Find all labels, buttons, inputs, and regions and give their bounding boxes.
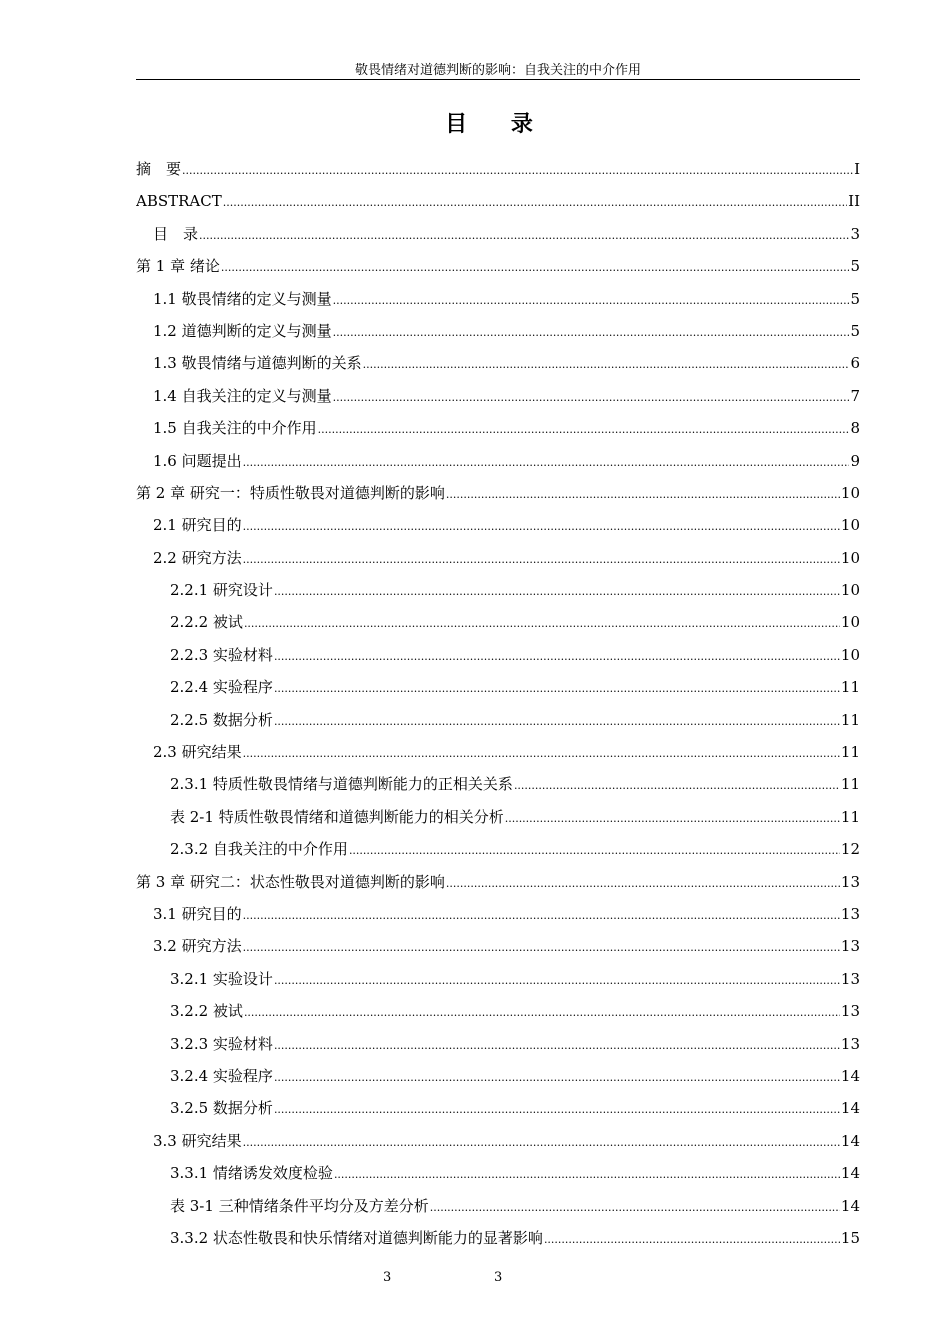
toc-entry[interactable] bbox=[136, 412, 860, 444]
toc-entry-page-number: 5 bbox=[850, 321, 860, 340]
toc-entry-page-number: 6 bbox=[850, 354, 860, 373]
toc-entry-label: 第 1 章 绪论 bbox=[136, 257, 220, 276]
toc-dot-leader bbox=[505, 803, 840, 833]
toc-entry-label: 2.3.2 自我关注的中介作用 bbox=[170, 840, 348, 859]
footer-page-number: 3 bbox=[383, 1270, 392, 1285]
toc-entry[interactable] bbox=[136, 574, 860, 606]
toc-entry-label: 第 3 章 研究二：状态性敬畏对道德判断的影响 bbox=[136, 872, 445, 891]
toc-dot-leader bbox=[221, 252, 850, 282]
toc-entry-page-number: 13 bbox=[840, 937, 860, 956]
toc-entry[interactable] bbox=[136, 477, 860, 509]
toc-entry-label: 3.2.4 实验程序 bbox=[170, 1066, 273, 1085]
toc-entry-page-number: 7 bbox=[850, 386, 860, 405]
toc-entry-label: 3.2.5 数据分析 bbox=[170, 1099, 273, 1118]
toc-entry-page-number: 13 bbox=[840, 872, 860, 891]
toc-dot-leader bbox=[334, 1159, 840, 1189]
toc-entry-page-number: 10 bbox=[840, 645, 860, 664]
toc-entry[interactable] bbox=[136, 1092, 860, 1124]
toc-entry[interactable] bbox=[136, 736, 860, 768]
toc-entry[interactable] bbox=[136, 283, 860, 315]
toc-entry-label: 3.2.2 被试 bbox=[170, 1002, 243, 1021]
toc-entry-label: 2.2.4 实验程序 bbox=[170, 678, 273, 697]
toc-entry-page-number: 11 bbox=[840, 710, 860, 729]
toc-dot-leader bbox=[243, 511, 840, 541]
toc-entry[interactable] bbox=[136, 833, 860, 865]
toc-entry[interactable] bbox=[136, 185, 860, 217]
toc-dot-leader bbox=[274, 706, 840, 736]
toc-dot-leader bbox=[243, 447, 850, 477]
toc-entry-label: 2.3 研究结果 bbox=[153, 743, 242, 762]
toc-entry-page-number: 8 bbox=[850, 419, 860, 438]
toc-entry-label: 2.2.2 被试 bbox=[170, 613, 243, 632]
toc-dot-leader bbox=[274, 1030, 840, 1060]
toc-entry-page-number: 10 bbox=[840, 516, 860, 535]
toc-dot-leader bbox=[243, 932, 840, 962]
toc-entry-label: 3.2.3 实验材料 bbox=[170, 1034, 273, 1053]
toc-entry-label: 2.2.5 数据分析 bbox=[170, 710, 273, 729]
toc-dot-leader bbox=[243, 1127, 840, 1157]
toc-entry-page-number: 13 bbox=[840, 904, 860, 923]
toc-entry-page-number: 11 bbox=[840, 743, 860, 762]
toc-entry-page-number: 14 bbox=[840, 1196, 860, 1215]
toc-entry[interactable] bbox=[136, 639, 860, 671]
toc-dot-leader bbox=[274, 965, 840, 995]
toc-title: 目 录 bbox=[445, 111, 551, 137]
footer-page-number-secondary: 3 bbox=[494, 1270, 503, 1285]
toc-entry[interactable] bbox=[136, 963, 860, 995]
toc-dot-leader bbox=[244, 608, 840, 638]
toc-entry-page-number: I bbox=[854, 160, 860, 178]
toc-entry-label: 3.2.1 实验设计 bbox=[170, 969, 273, 988]
toc-dot-leader bbox=[446, 868, 840, 898]
toc-entry-label: 表 3-1 三种情绪条件平均分及方差分析 bbox=[170, 1196, 429, 1215]
toc-entry[interactable] bbox=[136, 250, 860, 282]
toc-entry-label: 1.6 问题提出 bbox=[153, 451, 242, 470]
toc-entry[interactable] bbox=[136, 995, 860, 1027]
toc-entry-label: 3.3 研究结果 bbox=[153, 1131, 242, 1150]
toc-list bbox=[136, 153, 860, 1254]
toc-entry[interactable] bbox=[136, 898, 860, 930]
toc-entry[interactable] bbox=[136, 1060, 860, 1092]
toc-entry[interactable] bbox=[136, 1222, 860, 1254]
toc-entry-page-number: II bbox=[848, 192, 860, 211]
toc-entry-page-number: 14 bbox=[840, 1164, 860, 1183]
header-divider bbox=[136, 79, 860, 80]
toc-entry[interactable] bbox=[136, 866, 860, 898]
toc-entry[interactable] bbox=[136, 768, 860, 800]
toc-entry[interactable] bbox=[136, 315, 860, 347]
toc-entry-label: 1.1 敬畏情绪的定义与测量 bbox=[153, 289, 332, 308]
toc-dot-leader bbox=[318, 414, 850, 444]
toc-entry-label: 2.2.1 研究设计 bbox=[170, 581, 273, 600]
toc-dot-leader bbox=[333, 382, 850, 412]
toc-dot-leader bbox=[446, 479, 840, 509]
toc-entry[interactable] bbox=[136, 380, 860, 412]
toc-entry-page-number: 13 bbox=[840, 969, 860, 988]
toc-entry[interactable] bbox=[136, 1190, 860, 1222]
toc-entry[interactable] bbox=[136, 704, 860, 736]
toc-entry[interactable] bbox=[136, 445, 860, 477]
toc-entry-label: 1.3 敬畏情绪与道德判断的关系 bbox=[153, 354, 362, 373]
toc-entry-label: 目 录 bbox=[153, 224, 199, 243]
toc-entry[interactable] bbox=[136, 153, 860, 185]
toc-dot-leader bbox=[274, 1062, 840, 1092]
toc-entry-label: 2.2 研究方法 bbox=[153, 548, 242, 567]
toc-entry-label: 3.3.1 情绪诱发效度检验 bbox=[170, 1164, 333, 1183]
toc-dot-leader bbox=[244, 997, 840, 1027]
toc-entry-page-number: 11 bbox=[840, 775, 860, 794]
toc-entry-label: 1.5 自我关注的中介作用 bbox=[153, 419, 317, 438]
toc-entry-page-number: 11 bbox=[840, 807, 860, 826]
toc-entry-page-number: 12 bbox=[840, 840, 860, 859]
toc-dot-leader bbox=[199, 220, 849, 250]
toc-entry[interactable] bbox=[136, 218, 860, 250]
toc-entry-label: 3.3.2 状态性敬畏和快乐情绪对道德判断能力的显著影响 bbox=[170, 1228, 543, 1247]
toc-entry-page-number: 14 bbox=[840, 1066, 860, 1085]
toc-entry-page-number: 14 bbox=[840, 1131, 860, 1150]
toc-entry-label: 2.1 研究目的 bbox=[153, 516, 242, 535]
toc-dot-leader bbox=[349, 835, 840, 865]
toc-entry[interactable] bbox=[136, 930, 860, 962]
toc-entry-page-number: 14 bbox=[840, 1099, 860, 1118]
toc-entry-label: ABSTRACT bbox=[136, 192, 222, 211]
toc-entry-label: 第 2 章 研究一：特质性敬畏对道德判断的影响 bbox=[136, 483, 445, 502]
toc-dot-leader bbox=[274, 641, 840, 671]
toc-entry-label: 1.4 自我关注的定义与测量 bbox=[153, 386, 332, 405]
toc-dot-leader bbox=[243, 544, 840, 574]
toc-entry[interactable] bbox=[136, 606, 860, 638]
toc-entry-page-number: 5 bbox=[850, 289, 860, 308]
toc-dot-leader bbox=[274, 673, 840, 703]
toc-entry-page-number: 10 bbox=[840, 613, 860, 632]
toc-entry-page-number: 13 bbox=[840, 1034, 860, 1053]
toc-entry[interactable] bbox=[136, 1028, 860, 1060]
toc-entry[interactable] bbox=[136, 801, 860, 833]
toc-entry[interactable] bbox=[136, 1125, 860, 1157]
toc-entry[interactable] bbox=[136, 509, 860, 541]
toc-dot-leader bbox=[430, 1192, 840, 1222]
toc-dot-leader bbox=[223, 187, 847, 217]
toc-entry[interactable] bbox=[136, 542, 860, 574]
toc-entry-label: 3.2 研究方法 bbox=[153, 937, 242, 956]
toc-dot-leader bbox=[274, 576, 840, 606]
toc-entry[interactable] bbox=[136, 347, 860, 379]
toc-entry-page-number: 10 bbox=[840, 581, 860, 600]
toc-entry-page-number: 5 bbox=[850, 257, 860, 276]
toc-entry-page-number: 9 bbox=[850, 451, 860, 470]
toc-entry[interactable] bbox=[136, 1157, 860, 1189]
toc-dot-leader bbox=[333, 285, 850, 315]
toc-entry[interactable] bbox=[136, 671, 860, 703]
toc-dot-leader bbox=[182, 155, 853, 185]
toc-entry-label: 表 2-1 特质性敬畏情绪和道德判断能力的相关分析 bbox=[170, 807, 504, 826]
toc-dot-leader bbox=[363, 349, 850, 379]
toc-entry-page-number: 3 bbox=[850, 224, 860, 243]
toc-entry-page-number: 10 bbox=[840, 483, 860, 502]
toc-entry-label: 1.2 道德判断的定义与测量 bbox=[153, 321, 332, 340]
toc-entry-label: 摘 要 bbox=[136, 160, 182, 178]
toc-dot-leader bbox=[514, 770, 840, 800]
toc-dot-leader bbox=[544, 1224, 840, 1254]
toc-entry-label: 3.1 研究目的 bbox=[153, 904, 242, 923]
toc-entry-label: 2.2.3 实验材料 bbox=[170, 645, 273, 664]
running-header: 敬畏情绪对道德判断的影响：自我关注的中介作用 bbox=[354, 63, 641, 78]
toc-dot-leader bbox=[243, 900, 840, 930]
toc-entry-page-number: 11 bbox=[840, 678, 860, 697]
toc-entry-page-number: 15 bbox=[840, 1228, 860, 1247]
toc-entry-label: 2.3.1 特质性敬畏情绪与道德判断能力的正相关关系 bbox=[170, 775, 513, 794]
toc-entry-page-number: 13 bbox=[840, 1002, 860, 1021]
toc-dot-leader bbox=[274, 1094, 840, 1124]
toc-dot-leader bbox=[243, 738, 840, 768]
toc-entry-page-number: 10 bbox=[840, 548, 860, 567]
toc-dot-leader bbox=[333, 317, 850, 347]
